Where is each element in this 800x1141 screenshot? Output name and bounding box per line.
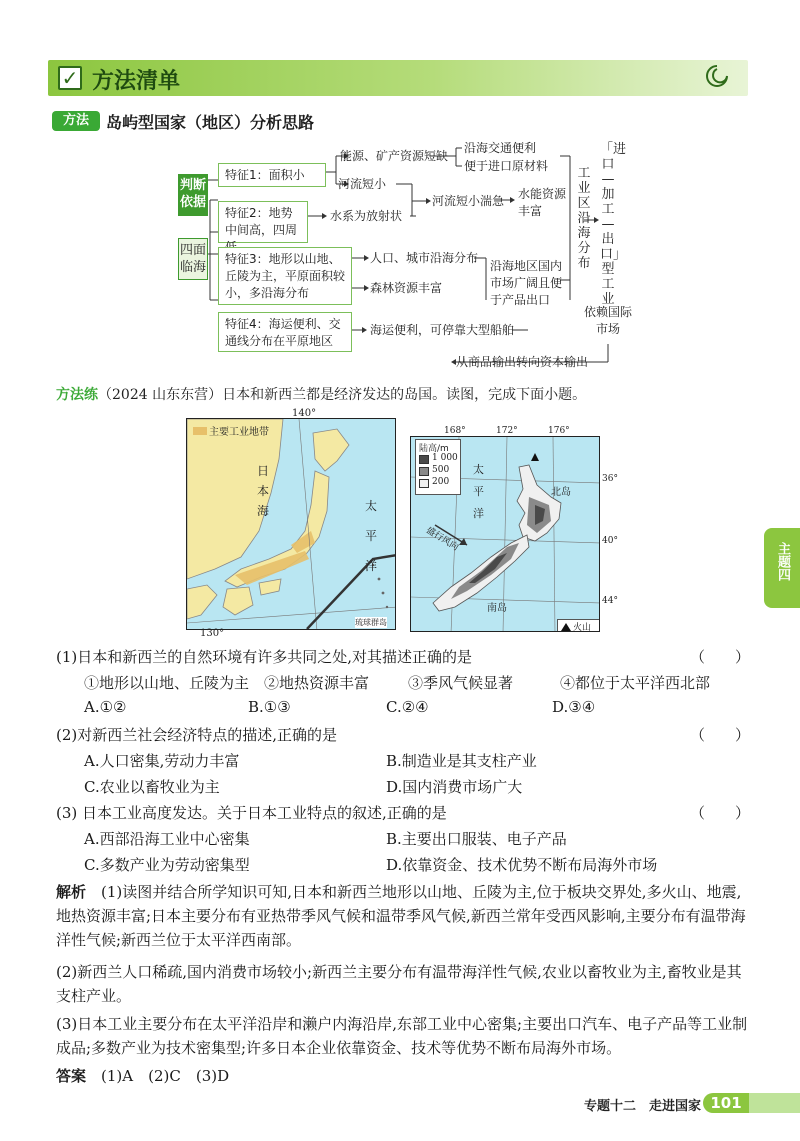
result-rivers-short: 河流短小 (338, 177, 387, 191)
volcano-icon (561, 622, 571, 631)
ocean-char: 平 (365, 529, 378, 543)
q2-option-d[interactable]: D.国内消费市场广大 (386, 778, 523, 796)
feature-2-box: 特征2：地势中间高，四周 (218, 201, 308, 243)
page-number-tail (748, 1093, 800, 1113)
lat-40-label: 40° (602, 536, 618, 546)
question-2-stem: (2)对新西兰社会经济特点的描述,正确的是 (56, 726, 338, 744)
q2-option-c[interactable]: C.农业以畜牧业为主 (84, 778, 220, 796)
south-island-label: 南岛 (487, 603, 507, 614)
method-badge: 方法 (52, 111, 100, 131)
mid-import-materials: 便于进口原材料 (464, 159, 549, 173)
elevation-label-200: 200 (432, 477, 450, 487)
feature-3-box: 特征3：地形以山地、丘陵为主，平原面积较小，多沿海分布 (218, 247, 352, 305)
new-zealand-map (410, 436, 600, 632)
q1-option-a[interactable]: A.①② (84, 698, 127, 716)
ocean-char: 洋 (365, 559, 378, 573)
lon-130-label: 130° (200, 628, 225, 639)
q2-option-a[interactable]: A.人口密集,劳动力丰富 (84, 752, 240, 770)
statement-4: ④都位于太平洋西北部 (560, 674, 711, 692)
mid-coastal-traffic: 沿海交通便利 (464, 141, 537, 155)
sea-of-japan-label (257, 461, 271, 521)
page-number: 101 (703, 1093, 749, 1113)
checkbox-icon: ✓ (58, 66, 82, 90)
elevation-swatch-1000 (419, 455, 429, 464)
analysis-paragraph-2: (2)新西兰人口稀疏,国内消费市场较小;新西兰主要分布有温带海洋性气候,农业以畜牧业为主,畜牧业是其支柱产业。 (56, 963, 742, 1005)
q1-option-d[interactable]: D.③④ (552, 698, 596, 716)
mid-rapid-rivers: 河流短小湍急 (432, 194, 505, 208)
lon-140-label: 140° (292, 408, 317, 419)
sea-char: 日 (257, 464, 270, 478)
elevation-swatch-500 (419, 467, 429, 476)
volcano-label: 火山 (573, 623, 592, 632)
mid-domestic-market: 沿海地区国内市场广阔且便于产品出口 (490, 259, 563, 307)
statement-2: ②地热资源丰富 (264, 674, 370, 692)
industry-legend-label: 主要工业地带 (209, 427, 269, 438)
side-topic-tab[interactable] (764, 528, 800, 608)
sea-char: 海 (257, 504, 270, 518)
result-forest-resources: 森林资源丰富 (370, 281, 443, 295)
q2-option-b[interactable]: B.制造业是其支柱产业 (386, 752, 537, 770)
statement-3: ③季风气候显著 (408, 674, 514, 692)
ocean-char: 太 (473, 463, 484, 476)
answer-line (56, 1064, 756, 1088)
q1-option-c[interactable]: C.②④ (386, 698, 429, 716)
tag-four-sides-sea: 四面临海 (178, 238, 208, 280)
practice-text: （2024 山东东营）日本和新西兰都是经济发达的岛国。读图，完成下面小题。 (98, 387, 587, 403)
ocean-char: 太 (365, 499, 378, 513)
q3-option-c[interactable]: C.多数产业为劳动密集型 (84, 856, 250, 874)
lon-176-label: 176° (548, 426, 570, 436)
col-depend-market: 依赖国际市场 (584, 305, 633, 336)
footer-chapter: 专题十二 走进国家 (584, 1099, 702, 1114)
result-port-access: 海运便利，可停靠大型船舶 (370, 323, 515, 337)
side-tab-label: 主题四 (775, 542, 790, 581)
result-coastal-population: 人口、城市沿海分布 (370, 251, 479, 265)
q3-option-d[interactable]: D.依靠资金、技术优势不断布局海外市场 (386, 856, 658, 874)
elevation-legend-title: 陆高/m (419, 444, 449, 454)
q1-option-b[interactable]: B.①③ (248, 698, 291, 716)
north-island-label: 北岛 (551, 487, 571, 498)
col-industry-type: 「进口—加工—出口」型工业 (600, 142, 627, 307)
sea-char: 本 (257, 484, 270, 498)
practice-label: 方法练 (56, 387, 98, 403)
analysis-paragraph-3: (3)日本工业主要分布在太平洋沿岸和濑户内海沿岸,东部工业中心密集;主要出口汽车、电子产品等工业制成品;多数产业为技术密集型;许多日本企业依靠资金、技术等优势不断布局海外市场。 (56, 1015, 748, 1057)
answer-text: (1)A (2)C (3)D (101, 1067, 230, 1085)
bottom-capital-export: 从商品输出转向资本输出 (456, 355, 589, 369)
mid-hydropower: 水能资源丰富 (518, 187, 567, 218)
question-1-answer-blank[interactable]: （ ） (690, 648, 751, 666)
elevation-label-1000: 1 000 (432, 453, 458, 463)
practice-intro (56, 384, 586, 404)
elevation-label-500: 500 (432, 465, 450, 475)
lon-172-label: 172° (496, 426, 518, 436)
feature-1-box: 特征1：面积小 (218, 163, 326, 187)
question-3-answer-blank[interactable]: （ ） (690, 804, 751, 822)
question-2-answer-blank[interactable]: （ ） (690, 726, 751, 744)
ocean-char: 洋 (473, 507, 484, 520)
q3-option-a[interactable]: A.西部沿海工业中心密集 (84, 830, 250, 848)
col-coastal-industry: 工业区沿海分布 (577, 166, 591, 271)
lat-44-label: 44° (602, 596, 618, 606)
question-3-stem: (3) 日本工业高度发达。关于日本工业特点的叙述,正确的是 (56, 804, 447, 822)
question-1-stem: (1)日本和新西兰的自然环境有许多共同之处,对其描述正确的是 (56, 648, 473, 666)
volcano-legend (557, 619, 599, 632)
result-radial-drainage: 水系为放射状 (330, 209, 403, 223)
ryukyu-inset-label: 琉球群岛 (355, 618, 387, 627)
lat-36-label: 36° (602, 474, 618, 484)
analysis-label: 解析 (56, 883, 87, 901)
analysis-paragraph-1 (56, 880, 756, 952)
method-title: 岛屿型国家（地区）分析思路 (106, 113, 315, 132)
answer-label: 答案 (56, 1067, 87, 1085)
pacific-label-japan (365, 491, 379, 581)
industry-legend-swatch (193, 427, 207, 435)
elevation-legend (415, 439, 461, 495)
q3-option-b[interactable]: B.主要出口服装、电子产品 (386, 830, 567, 848)
tag-judgement-basis: 判断依据 (178, 174, 208, 216)
lon-168-label: 168° (444, 426, 466, 436)
result-energy-shortage: 能源、矿产资源短缺 (340, 149, 449, 163)
section-title: 方法清单 (92, 69, 181, 94)
elevation-swatch-200 (419, 479, 429, 488)
ocean-char: 平 (473, 485, 484, 498)
japan-map (186, 418, 396, 630)
statement-1: ①地形以山地、丘陵为主 (84, 674, 250, 692)
prevailing-wind-label: 盛行风向 (424, 525, 460, 554)
analysis-text-1: (1)读图并结合所学知识可知,日本和新西兰地形以山地、丘陵为主,位于板块交界处,多火山、地震,地热资源丰富;日本主要分布有亚热带季风气候和温带季风气候,新西兰常年受西风影响,主要分布有温带海洋性气候;新西兰位于太平洋西南部。 (56, 883, 746, 949)
feature-4-box: 特征4：海运便利、交通线分布在平原地区 (218, 312, 352, 352)
pacific-label-nz (473, 459, 485, 525)
